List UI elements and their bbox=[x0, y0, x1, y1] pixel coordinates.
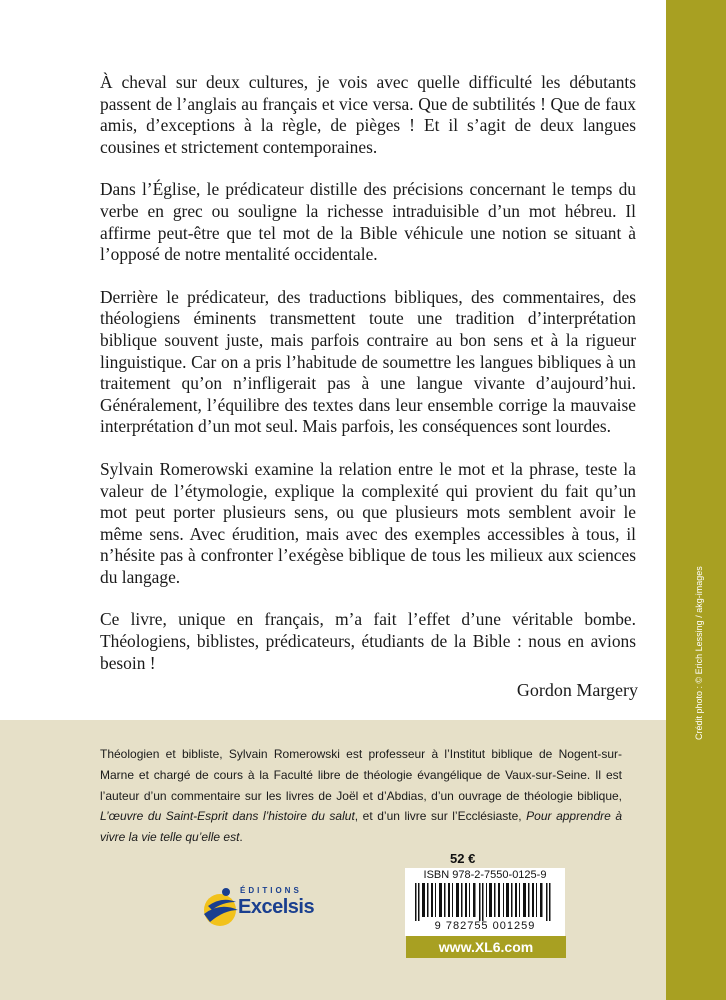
olive-stripe bbox=[666, 0, 726, 1000]
bio-title-2: Pour apprendre à vivre la vie telle qu’elle est bbox=[100, 809, 623, 845]
paragraph-1: À cheval sur deux cultures, je vois avec quelle difficulté les débutants passent de l’anglais au français et vice versa. Que de subtilités ! Que de faux amis, d’exceptions à la règle, de pièges ! Et il s’agit de deux langues cousines et strictement contemporaines. bbox=[100, 72, 636, 157]
paragraph-3: Derrière le prédicateur, des traductions bibliques, des commentaires, des théologiens éminents transmettent toute une tradition d’interprétation biblique souvent juste, mais parfois contraire au bon sens et à la rigueur linguistique. Car on a pris l’habitude de soumettre les langues bibliques à un traitement qu’on n’infligerait pas à une langue vivante d’aujourd’hui. Généralement, l’équilibre des textes dans leur ensemble corrige la mauvaise interprétation d’un mot seul. Mais parfois, les conséquences sont lourdes. bbox=[100, 286, 636, 437]
paragraph-2: Dans l’Église, le prédicateur distille des précisions concernant le temps du verbe en grec ou souligne la richesse intraduisible d’un mot hébreu. Il affirme peut-être que tel mot de la Bible véhicule une notion se situant à l’opposé de notre mentalité occidentale. bbox=[100, 179, 636, 265]
bio-text-2: , et d’un livre sur l’Ecclésiaste, bbox=[354, 809, 527, 824]
isbn: ISBN 978-2-7550-0125-9 bbox=[423, 869, 547, 881]
bio-text-3: . bbox=[239, 830, 243, 845]
barcode-area bbox=[405, 868, 565, 936]
photo-credit-text: Crédit photo : © Erich Lessing / akg-images bbox=[694, 566, 704, 740]
paragraph-5: Ce livre, unique en français, m’a fait l’effet d’une véritable bombe. Théologiens, biblistes, prédicateurs, étudiants de la Bible : nous en avions besoin ! bbox=[100, 609, 636, 673]
back-cover-text bbox=[100, 72, 636, 695]
paragraph-4: Sylvain Romerowski examine la relation entre le mot et la phrase, teste la valeur de l’étymologie, explique la complexité qui provient du fait qu’un mot peut porter plusieurs sens, ou que plusieurs mots semblent avoir le même sens. Avec érudition, mais avec des exemples accessibles à tous, il n’hésite pas à confronter l’exégèse biblique de tous les milieux aux sciences du langage. bbox=[100, 458, 636, 587]
publisher-name: Excelsis bbox=[238, 896, 315, 918]
price: 52 € bbox=[450, 851, 476, 866]
publisher-label: ÉDITIONS bbox=[240, 886, 302, 895]
quote-signature: Gordon Margery bbox=[516, 680, 638, 700]
bio-title-1: L’œuvre du Saint-Esprit dans l’histoire du salut bbox=[100, 809, 355, 824]
barcode-icon bbox=[413, 883, 557, 921]
author-bio bbox=[100, 744, 622, 848]
bio-text-1: Théologien et bibliste, Sylvain Romerowski est professeur à l’Institut biblique de Nogent-sur-Marne et chargé de cours à la Faculté libre de théologie évangélique de Vaux-sur-Seine. Il est l’auteur d’un commentaire sur les livres de Joël et d’Abdias, d’un ouvrage de théologie biblique, bbox=[100, 747, 622, 803]
publisher-website[interactable]: www.XL6.com bbox=[406, 936, 566, 958]
barcode-number: 9 782755 001259 bbox=[434, 920, 536, 932]
